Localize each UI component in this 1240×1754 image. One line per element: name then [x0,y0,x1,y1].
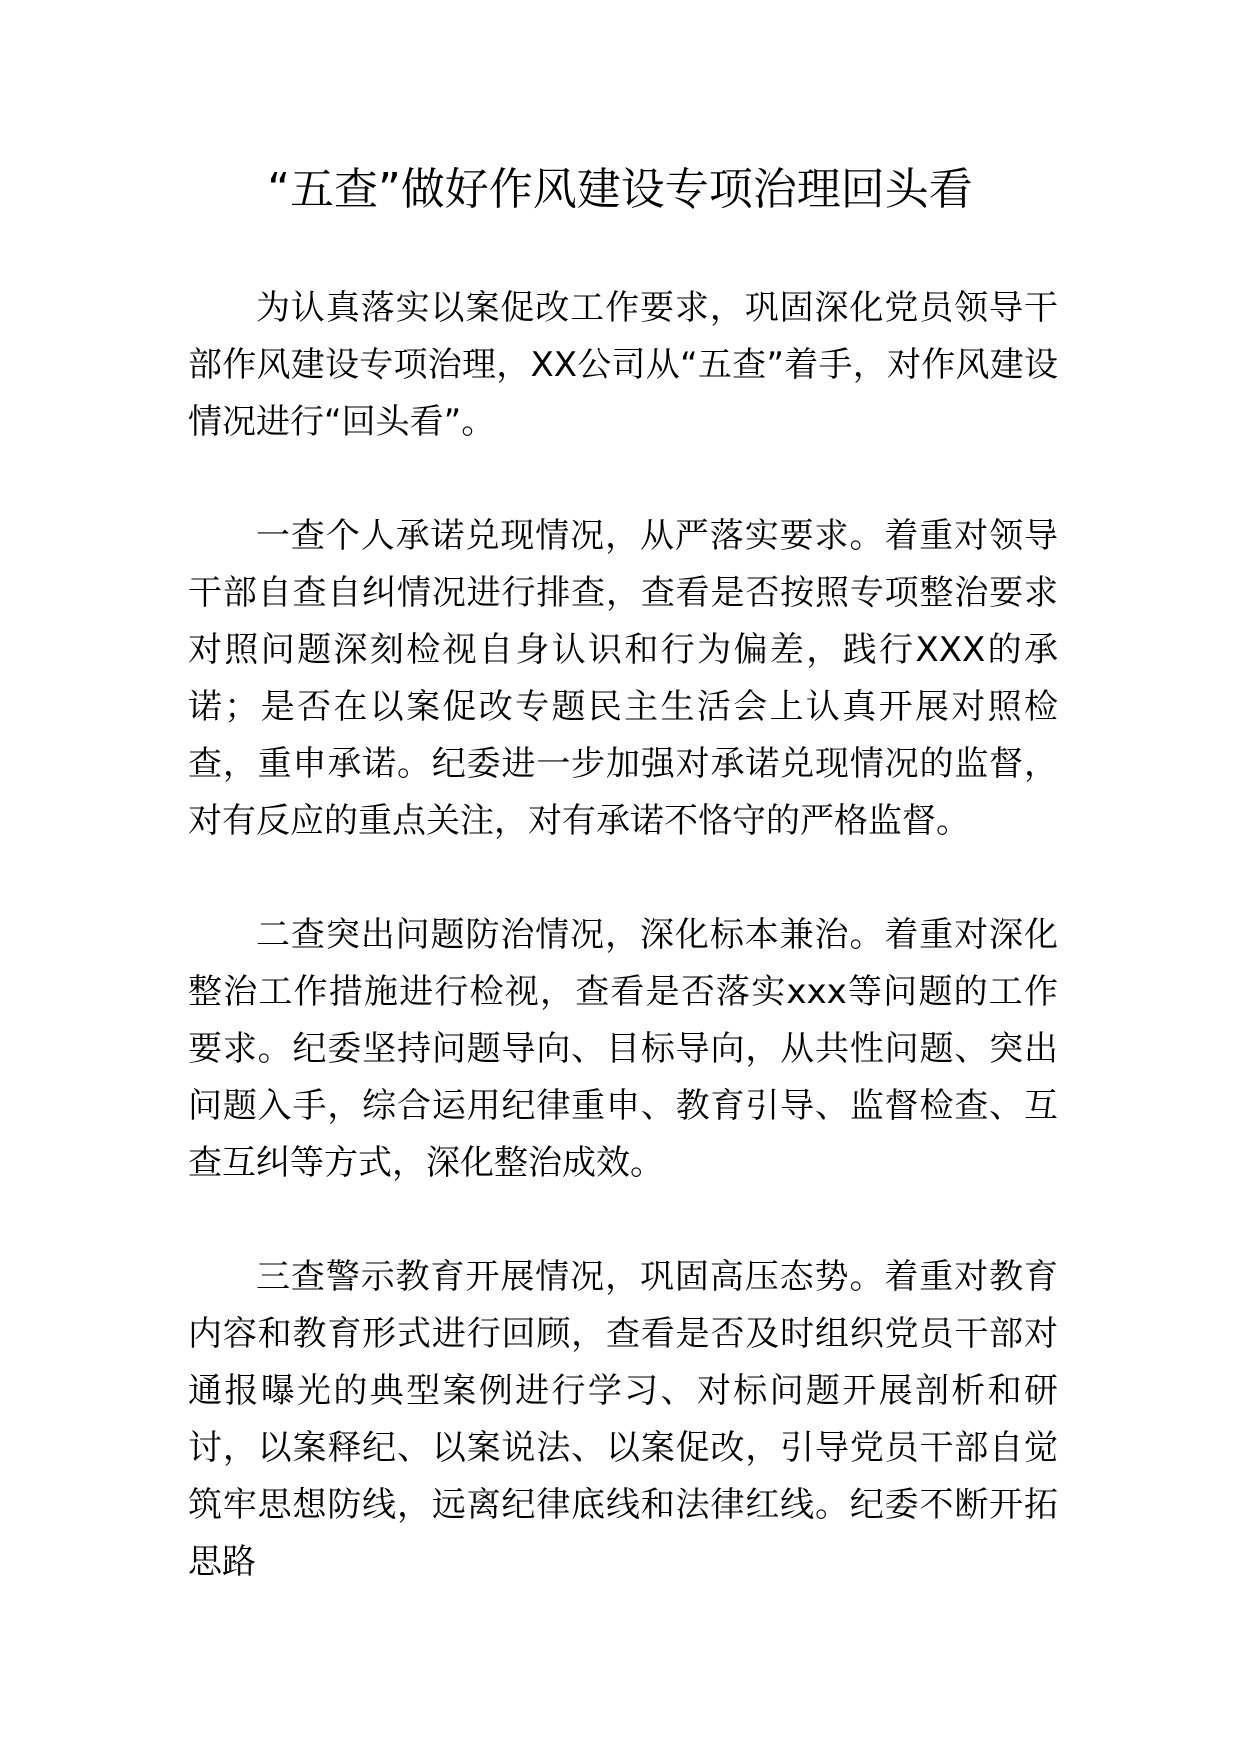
paragraph-intro: 为认真落实以案促改工作要求，巩固深化党员领导干部作风建设专项治理，XX公司从“五查”着手，对作风建设情况进行“回头看”。 [188,288,1058,442]
document-title: “五查”做好作风建设专项治理回头看 [267,164,973,215]
paragraph-check-three: 三查警示教育开展情况，巩固高压态势。着重对教育内容和教育形式进行回顾，查看是否及时组织党员干部对通报曝光的典型案例进行学习、对标问题开展剖析和研讨，以案释纪、以案说法、以案促改，引导党员干部自觉筑牢思想防线，远离纪律底线和法律红线。纪委不断开拓思路 [188,1257,1058,1582]
document-body [188,280,1058,1648]
paragraph-check-two: 二查突出问题防治情况，深化标本兼治。着重对深化整治工作措施进行检视，查看是否落实xxx等问题的工作要求。纪委坚持问题导向、目标导向，从共性问题、突出问题入手，综合运用纪律重申、教育引导、监督检查、互查互纠等方式，深化整治成效。 [188,915,1058,1183]
paragraph-check-one: 一查个人承诺兑现情况，从严落实要求。着重对领导干部自查自纠情况进行排查，查看是否按照专项整治要求对照问题深刻检视自身认识和行为偏差，践行XXX的承诺；是否在以案促改专题民主生活会上认真开展对照检查，重申承诺。纪委进一步加强对承诺兑现情况的监督，对有反应的重点关注，对有承诺不恪守的严格监督。 [188,516,1058,841]
